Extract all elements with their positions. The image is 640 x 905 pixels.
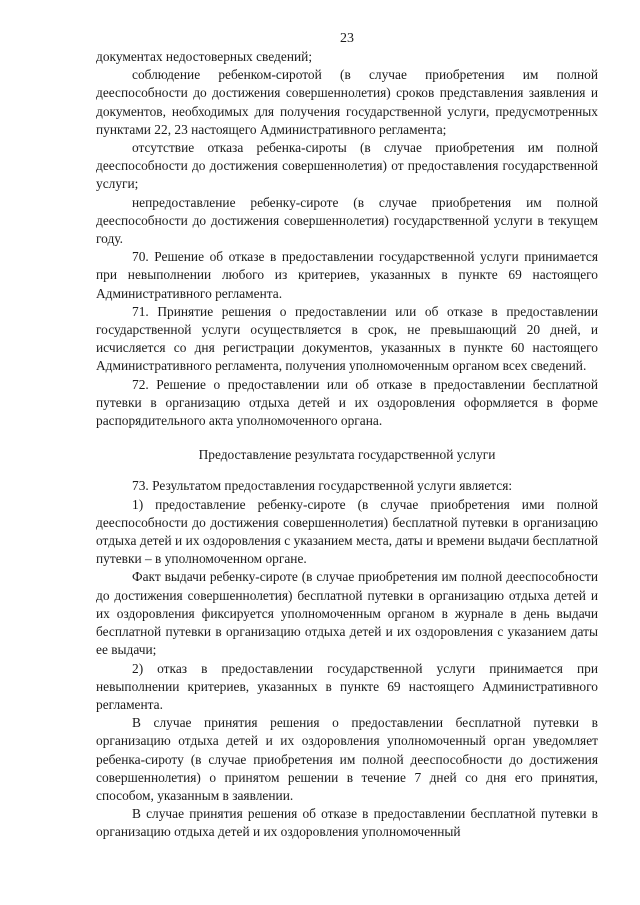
paragraph: Факт выдачи ребенку-сироте (в случае приобретения им полной дееспособности до достижения совершеннолетия) бесплатной путевки в организацию отдыха детей и их оздоровления фиксируется уполномоченным органом в журнале в день выдачи бесплатной путевки в организацию отдыха детей и их оздоровления с указанием даты ее выдачи; [96,569,598,658]
paragraph: 1) предоставление ребенку-сироте (в случае приобретения ими полной дееспособности до достижения совершеннолетия) бесплатной путевки в организацию отдыха детей и их оздоровления с указанием места, даты и времени выдачи бесплатной путевки – в уполномоченном органе. [96,496,598,567]
paragraph: соблюдение ребенком-сиротой (в случае приобретения им полной дееспособности до достижения совершеннолетия) сроков представления заявления и документов, необходимых для получения государственной услуги, предусмотренных пунктами 22, 23 настоящего Административного регламента; [96,67,598,137]
paragraph: 73. Результатом предоставления государственной услуги является: [132,478,513,494]
paragraph: 70. Решение об отказе в предоставлении государственной услуги принимается при невыполнении любого из критериев, указанных в пункте 69 настоящего Административного регламента. [96,249,598,301]
paragraph: 2) отказ в предоставлении государственной услуги принимается при невыполнении критериев, указанных в пункте 69 настоящего Административного регламента. [96,660,598,712]
paragraph: документах недостоверных сведений; [96,49,313,64]
paragraph: 71. Принятие решения о предоставлении или об отказе в предоставлении государственной услуги осуществляется в срок, не превышающий 20 дней, и исчисляется со дня регистрации документов, указанных в пункте 60 настоящего Административного регламента, получения уполномоченным органом всех сведений. [96,303,598,374]
paragraph: отсутствие отказа ребенка-сироты (в случае приобретения им полной дееспособности до достижения совершеннолетия) от предоставления государственной услуги; [96,140,598,192]
section-title: Предоставление результата государственной услуги [198,447,496,463]
paragraph: непредоставление ребенку-сироте (в случае приобретения им полной дееспособности до достижения совершеннолетия) государственной услуги в текущем году. [96,194,598,247]
paragraph: В случае принятия решения о предоставлении бесплатной путевки в организацию отдыха детей и их оздоровления уполномоченный орган уведомляет ребенка-сироту (в случае приобретения им полной дееспособности до достижения совершеннолетия) о принятом решении в течение 7 дней со дня его принятия, способом, указанным в заявлении. [96,715,598,803]
paragraph: В случае принятия решения об отказе в предоставлении бесплатной путевки в организацию отдыха детей и их оздоровления уполномоченный [96,806,598,840]
paragraph: 72. Решение о предоставлении или об отказе в предоставлении бесплатной путевки в организацию отдыха детей и их оздоровления оформляется в форме распорядительного акта уполномоченного органа. [96,376,598,429]
page-number: 23 [340,31,354,46]
